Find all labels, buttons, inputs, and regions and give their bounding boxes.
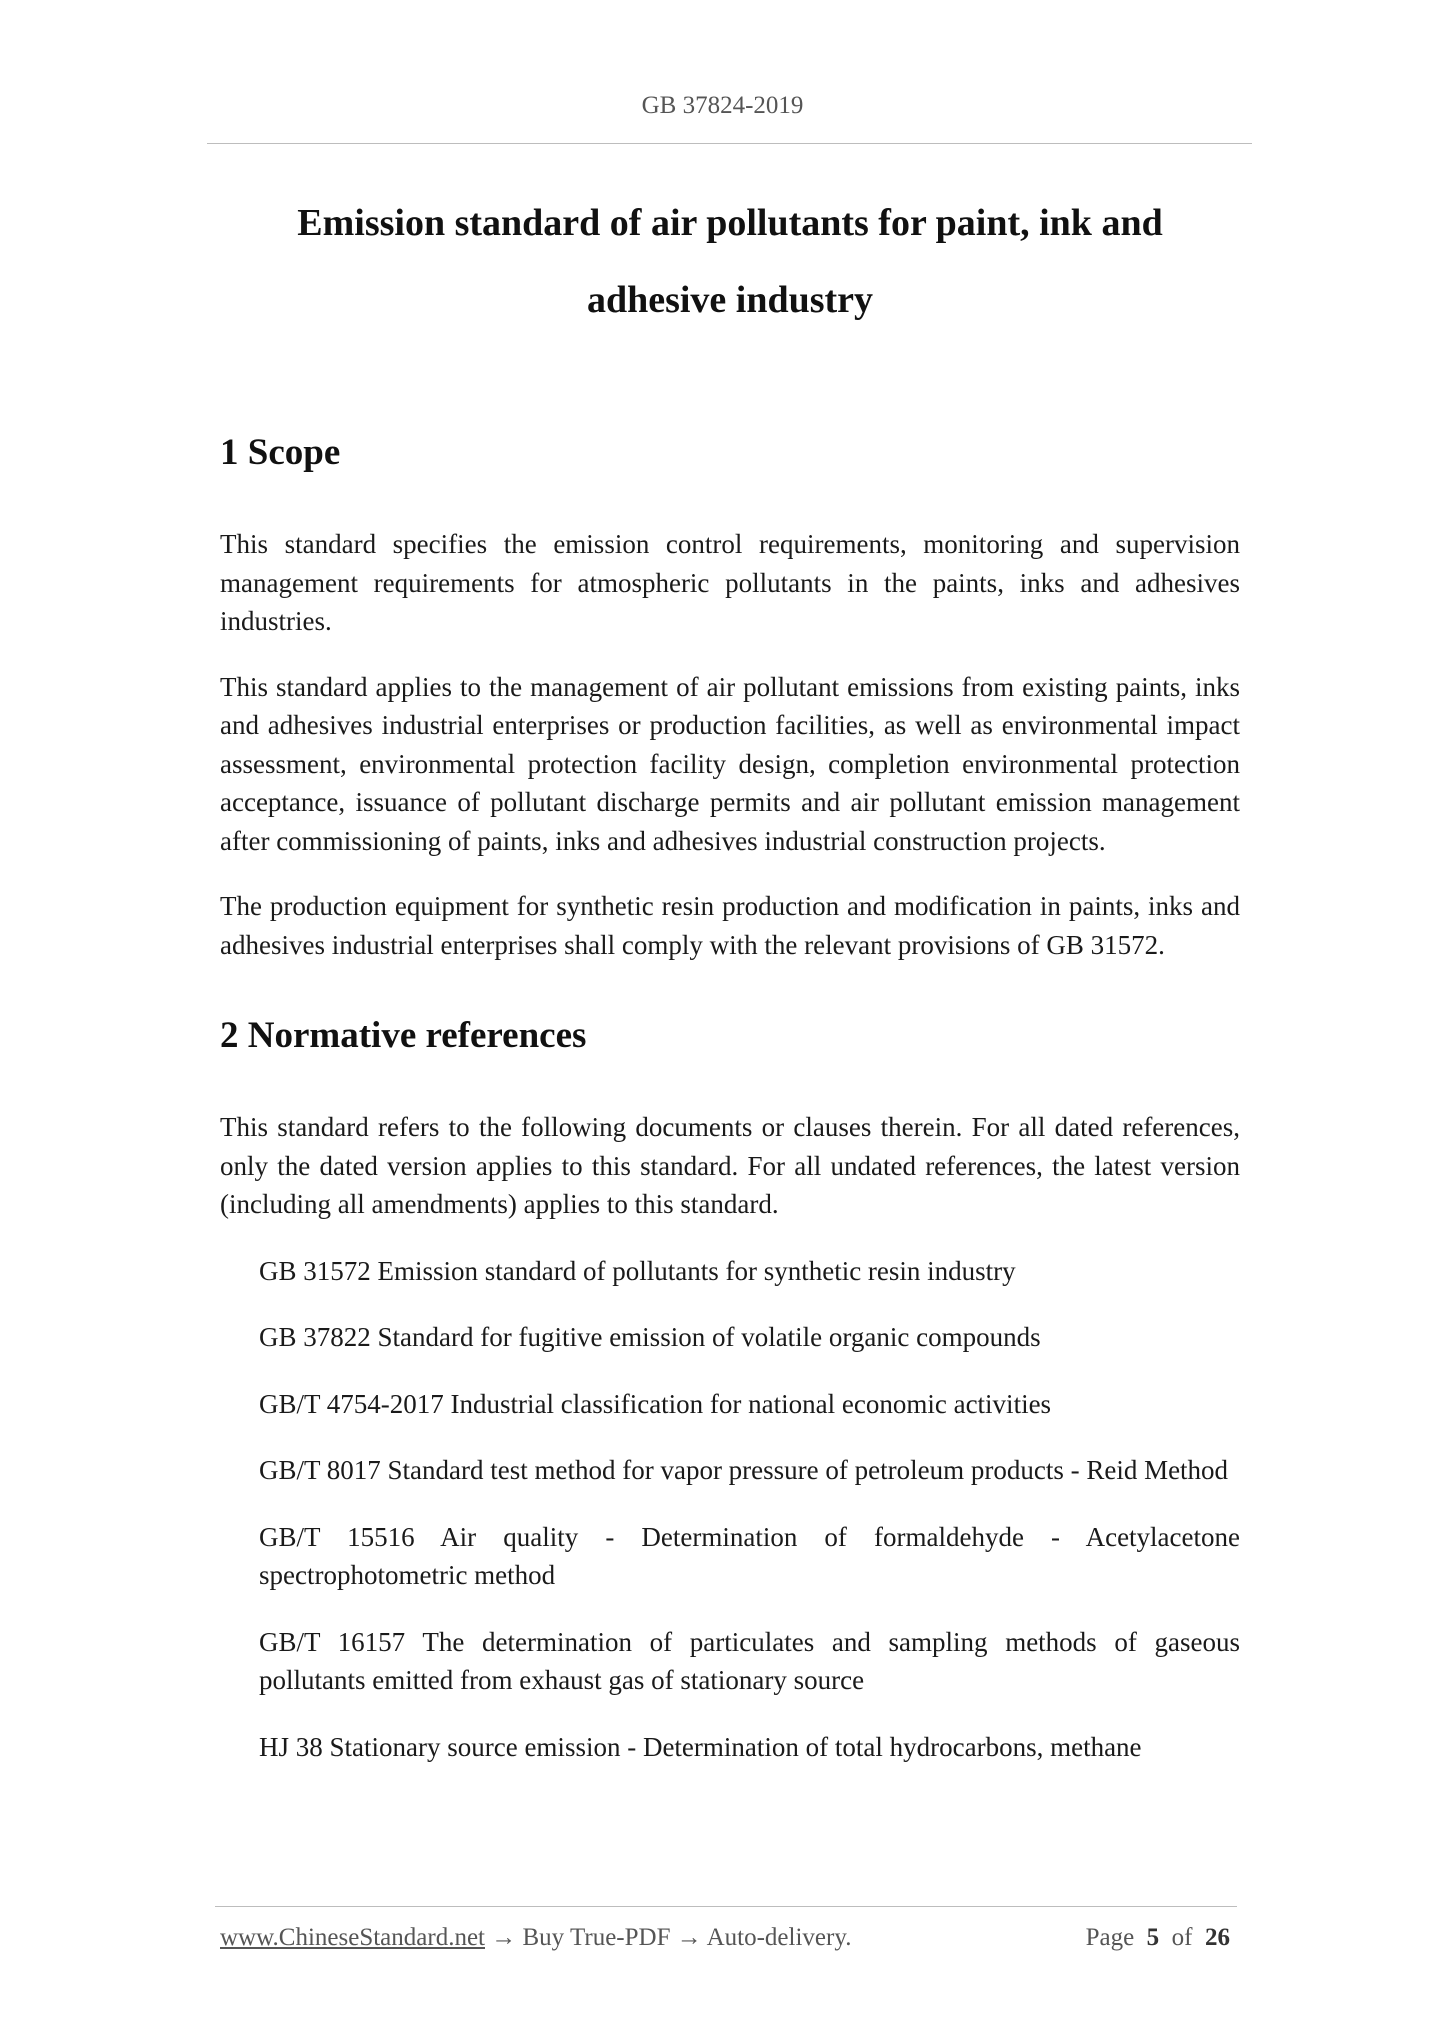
of-label: of (1171, 1924, 1193, 1951)
running-header: GB 37824-2019 (641, 92, 804, 119)
arrow-right-icon: → (491, 1924, 517, 1951)
document-body (220, 425, 1240, 1794)
scope-paragraph: The production equipment for synthetic resin production and modification in paints, inks and adhesives industrial enterprises shall comply with the relevant provisions of GB 31572. (220, 891, 1240, 960)
reference-item: GB/T 8017 Standard test method for vapor pressure of petroleum products - Reid Method (259, 1455, 1229, 1485)
title-line-2: adhesive industry (586, 279, 874, 321)
footer-divider (215, 1906, 1237, 1907)
reference-item: GB/T 16157 The determination of particulates and sampling methods of gaseous pollutants emitted from exhaust gas of stationary source (259, 1626, 1240, 1695)
auto-delivery-text: Auto-delivery. (706, 1924, 852, 1951)
arrow-right-icon: → (676, 1924, 702, 1951)
reference-item: GB 31572 Emission standard of pollutants for synthetic resin industry (259, 1255, 1016, 1286)
scope-paragraph: This standard applies to the management of air pollutant emissions from existing paints, inks and adhesives industrial enterprises or production facilities, as well as environmental impact assessment, environmental protection facility design, completion environmental protection acceptance, issuance of pollutant discharge permits and air pollutant emission management after commissioning of paints, inks and adhesives industrial construction projects. (220, 671, 1240, 856)
scope-paragraph: This standard specifies the emission control requirements, monitoring and supervision management requirements for atmospheric pollutants in the paints, inks and adhesives industries. (220, 529, 1240, 636)
footer-promo (220, 1924, 851, 1952)
references-intro: This standard refers to the following documents or clauses therein. For all dated references, only the dated version applies to this standard. For all undated references, the latest version (including all amendments) applies to this standard. (220, 1112, 1240, 1219)
current-page: 5 (1146, 1924, 1160, 1951)
website-link[interactable]: www.ChineseStandard.net (220, 1924, 485, 1951)
header-divider (207, 143, 1252, 144)
page-number (1086, 1924, 1230, 1952)
reference-item: GB/T 4754-2017 Industrial classification for national economic activities (259, 1388, 1052, 1419)
document-title (200, 185, 1260, 339)
reference-item: HJ 38 Stationary source emission - Determination of total hydrocarbons, methane (259, 1731, 1142, 1762)
section-heading-normative-references: 2 Normative references (220, 1015, 587, 1056)
reference-list (220, 1252, 1240, 1767)
reference-item: GB/T 15516 Air quality - Determination of formaldehyde - Acetylacetone spectrophotometric method (259, 1521, 1240, 1590)
section-heading-scope: 1 Scope (220, 432, 341, 473)
title-line-1: Emission standard of air pollutants for paint, ink and (297, 202, 1163, 244)
buy-true-pdf-text: Buy True-PDF (522, 1924, 671, 1951)
total-pages: 26 (1205, 1924, 1230, 1951)
page-label: Page (1085, 1924, 1135, 1951)
reference-item: GB 37822 Standard for fugitive emission of volatile organic compounds (259, 1322, 1041, 1352)
